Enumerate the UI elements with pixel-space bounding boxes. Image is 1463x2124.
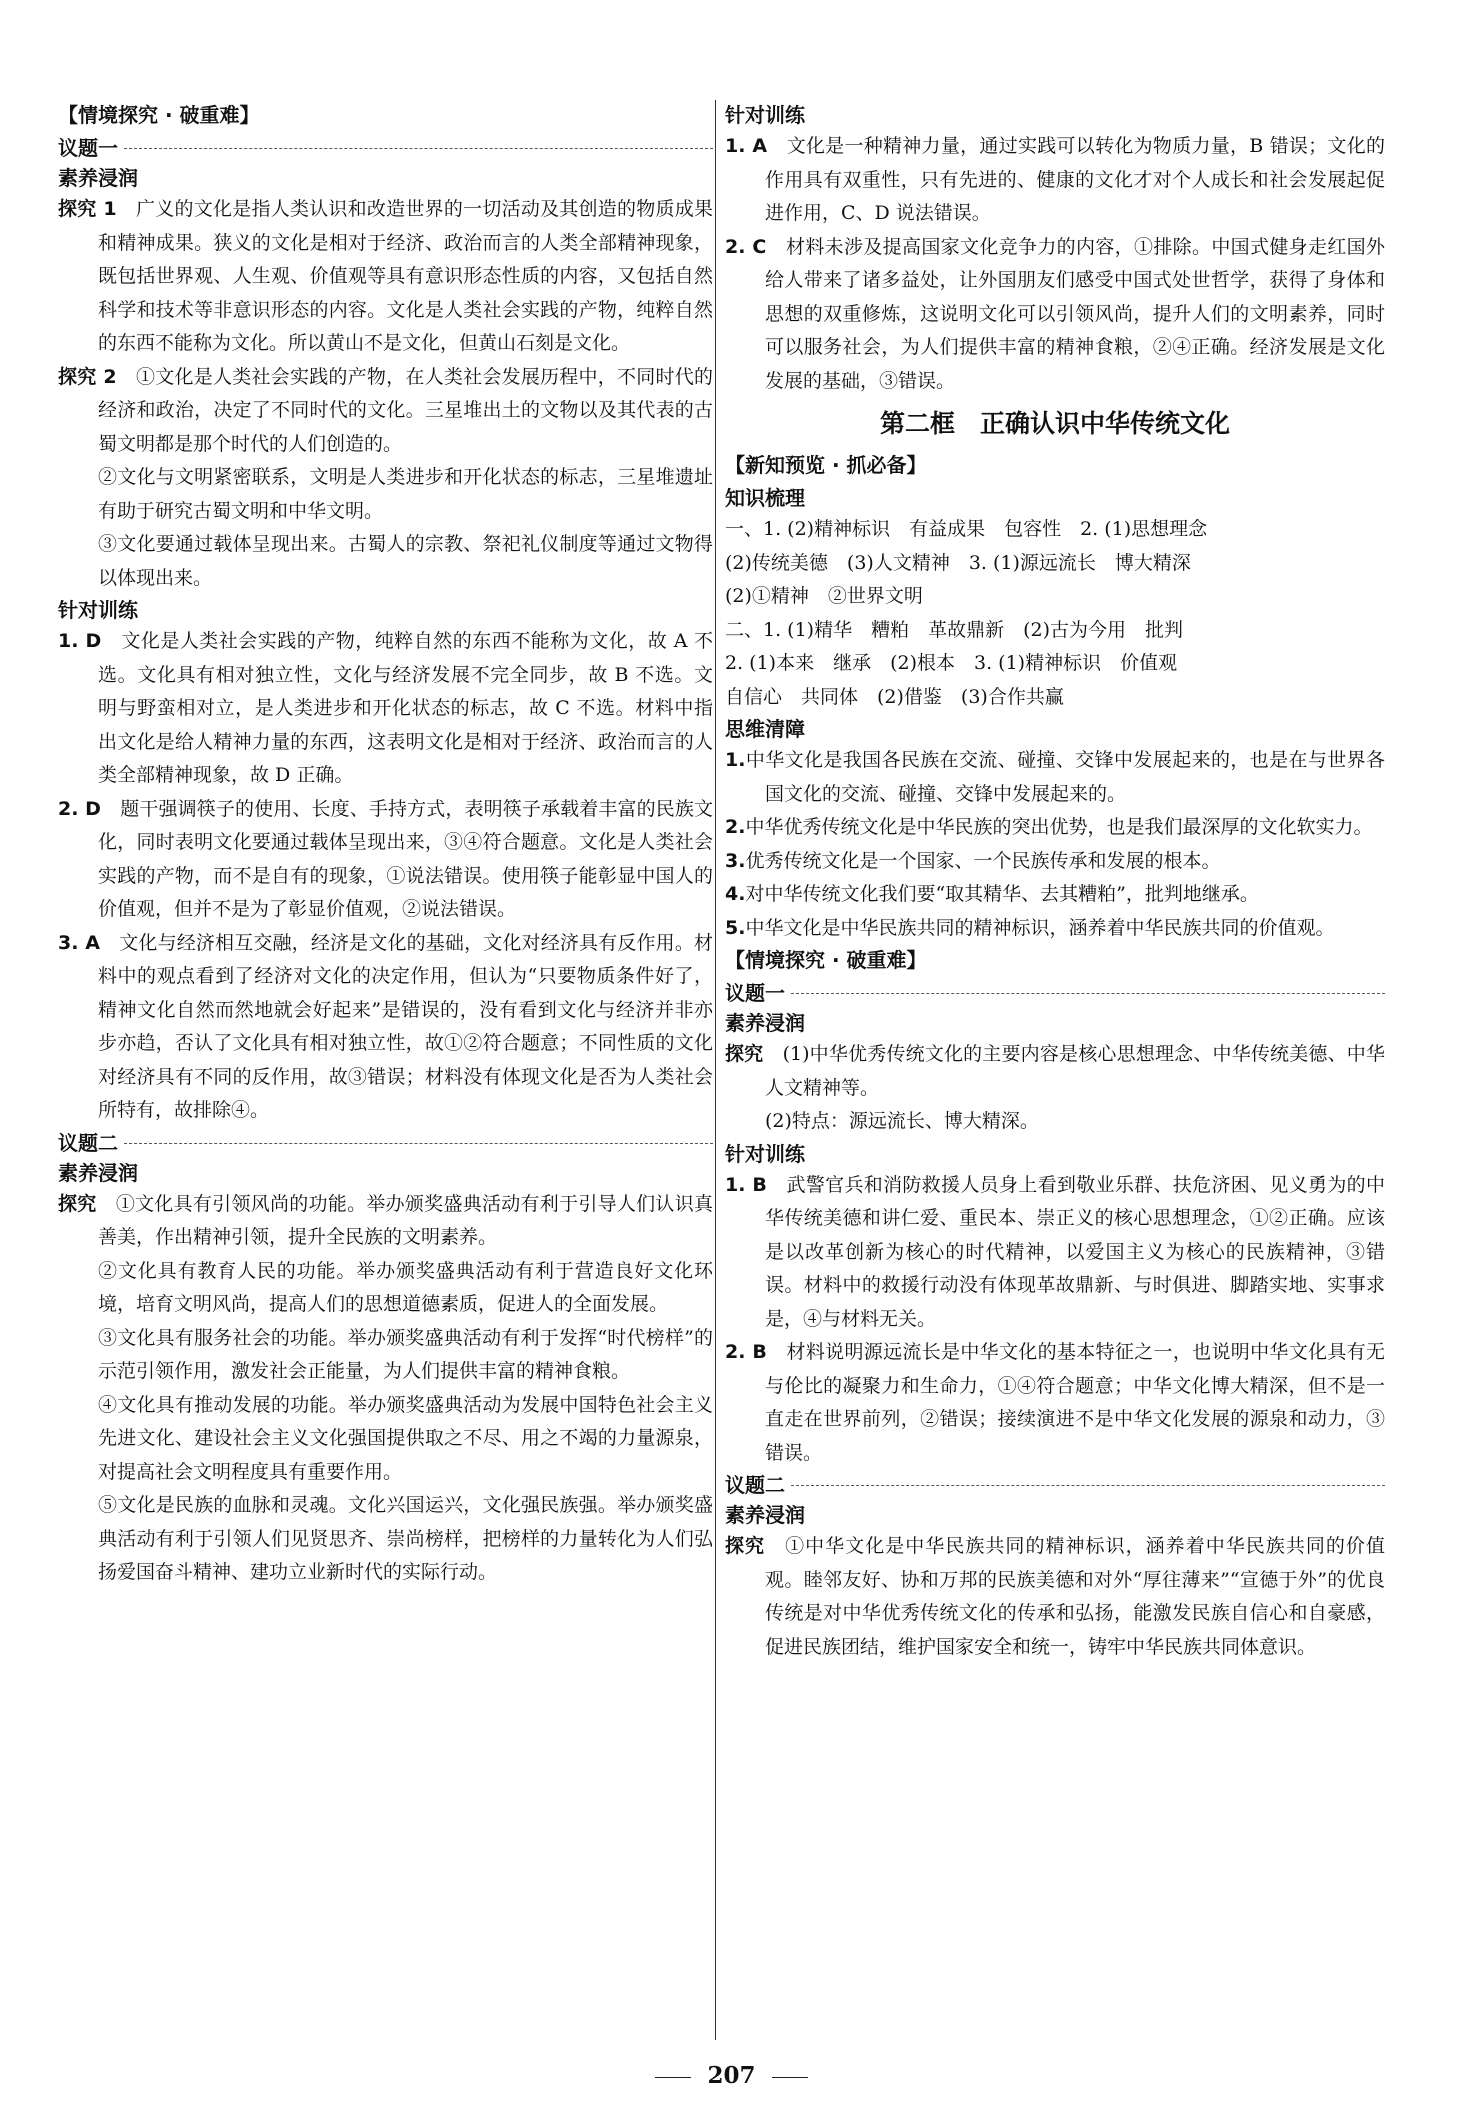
subheading: 素养浸润 bbox=[725, 1503, 805, 1527]
answer-number: 1. A bbox=[725, 135, 768, 157]
explore-paragraph: ③文化要通过载体呈现出来。古蜀人的宗教、祭祀礼仪制度等通过文物得以体现出来。 bbox=[98, 533, 713, 589]
explore-paragraph: ③文化具有服务社会的功能。举办颁奖盛典活动有利于发挥“时代榜样”的示范引领作用，激发社会正能量，为人们提供丰富的精神食粮。 bbox=[98, 1326, 713, 1382]
explore-paragraph: (2)特点：源远流长、博大精深。 bbox=[765, 1110, 1039, 1132]
answer-paragraph bbox=[725, 1169, 1385, 1337]
explore-paragraph bbox=[58, 1188, 713, 1255]
clarify-item bbox=[725, 845, 1385, 879]
page-number-text: 207 bbox=[707, 2062, 756, 2089]
subheading: 素养浸润 bbox=[58, 166, 138, 190]
answer-paragraph bbox=[725, 1336, 1385, 1470]
answer-paragraph bbox=[725, 231, 1385, 399]
topic-heading bbox=[58, 133, 713, 163]
topic-heading bbox=[58, 1128, 713, 1158]
answer-number: 1. B bbox=[725, 1173, 767, 1196]
subheading: 针对训练 bbox=[725, 1141, 805, 1166]
knowledge-line: 二、1. (1)精华 糟粕 革故鼎新 (2)古为今用 批判 bbox=[725, 618, 1183, 641]
page-dash-left bbox=[655, 2077, 691, 2078]
answer-text: 材料未涉及提高国家文化竞争力的内容，①排除。中国式健身走红国外给人带来了诸多益处，让外国朋友们感受中国式处世哲学，获得了身体和思想的双重修炼，这说明文化可以引领风尚，提升人们的文明素养，同时可以服务社会，为人们提供丰富的精神食粮，②④正确。经济发展是文化发展的基础，③错误。 bbox=[765, 235, 1385, 392]
clarify-item bbox=[725, 878, 1385, 912]
explore-label: 探究 2 bbox=[58, 365, 117, 388]
topic-label: 议题二 bbox=[725, 1473, 785, 1497]
explore-paragraph bbox=[58, 193, 713, 361]
subheading: 针对训练 bbox=[58, 598, 138, 622]
answer-paragraph bbox=[58, 927, 713, 1128]
topic-heading bbox=[725, 1470, 1385, 1500]
knowledge-line: (2)①精神 ②世界文明 bbox=[725, 585, 923, 607]
explore-paragraph: ⑤文化是民族的血脉和灵魂。文化兴国运兴，文化强民族强。举办颁奖盛典活动有利于引领人们见贤思齐、崇尚榜样，把榜样的力量转化为人们弘扬爱国奋斗精神、建功立业新时代的实际行动。 bbox=[98, 1494, 713, 1583]
frame-title: 第二框 正确认识中华传统文化 bbox=[879, 409, 1230, 438]
knowledge-line: (2)传统美德 (3)人文精神 3. (1)源远流长 博大精深 bbox=[725, 551, 1191, 574]
answer-text: 文化是一种精神力量，通过实践可以转化为物质力量，B 错误；文化的作用具有双重性，只有先进的、健康的文化才对个人成长和社会发展起促进作用，C、D 说法错误。 bbox=[765, 135, 1385, 224]
topic-label: 议题一 bbox=[725, 981, 785, 1005]
item-text: 中华文化是我国各民族在交流、碰撞、交锋中发展起来的，也是在与世界各国文化的交流、碰撞、交锋中发展起来的。 bbox=[745, 749, 1385, 805]
topic-rule bbox=[791, 1484, 1385, 1486]
explore-paragraph: ④文化具有推动发展的功能。举办颁奖盛典活动为发展中国特色社会主义先进文化、建设社会主义文化强国提供取之不尽、用之不竭的力量源泉，对提高社会文明程度具有重要作用。 bbox=[98, 1393, 713, 1483]
explore-text: 广义的文化是指人类认识和改造世界的一切活动及其创造的物质成果和精神成果。狭义的文化是相对于经济、政治而言的人类全部精神现象，既包括世界观、人生观、价值观等具有意识形态性质的内容，又包括自然科学和技术等非意识形态的内容。文化是人类社会实践的产物，纯粹自然的东西不能称为文化。所以黄山不是文化，但黄山石刻是文化。 bbox=[98, 198, 713, 354]
subheading: 素养浸润 bbox=[58, 1160, 138, 1185]
subheading: 针对训练 bbox=[725, 103, 805, 127]
explore-text: ①文化具有引领风尚的功能。举办颁奖盛典活动有利于引导人们认识真善美，作出精神引领，提升全民族的文明素养。 bbox=[98, 1192, 713, 1248]
item-number: 5. bbox=[725, 916, 746, 939]
topic-rule bbox=[124, 1142, 713, 1144]
explore-paragraph bbox=[58, 361, 713, 462]
knowledge-line: 一、1. (2)精神标识 有益成果 包容性 2. (1)思想理念 bbox=[725, 518, 1208, 540]
topic-rule bbox=[791, 992, 1385, 994]
answer-number: 2. C bbox=[725, 235, 767, 258]
answer-number: 2. B bbox=[725, 1341, 767, 1363]
explore-text: ①中华文化是中华民族共同的精神标识，涵养着中华民族共同的价值观。睦邻友好、协和万邦的民族美德和对外“厚往薄来”“宣德于外”的优良传统是对中华优秀传统文化的传承和弘扬，能激发民族自信心和自豪感，促进民族团结，维护国家安全和统一，铸牢中华民族共同体意识。 bbox=[765, 1535, 1385, 1658]
item-number: 2. bbox=[725, 816, 746, 838]
answer-paragraph bbox=[725, 130, 1385, 231]
right-column bbox=[725, 100, 1385, 1664]
subheading: 素养浸润 bbox=[725, 1011, 805, 1035]
section-heading: 【新知预览 · 抓必备】 bbox=[725, 453, 927, 477]
column-divider bbox=[715, 100, 716, 2040]
answer-text: 材料说明源远流长是中华文化的基本特征之一，也说明中华文化具有无与伦比的凝聚力和生命力，①④符合题意；中华文化博大精深，但不是一直走在世界前列，②错误；接续演进不是中华文化发展的源泉和动力，③错误。 bbox=[765, 1341, 1385, 1464]
page-dash-right bbox=[772, 2077, 808, 2078]
page-number bbox=[0, 2062, 1463, 2089]
explore-paragraph: ②文化具有教育人民的功能。举办颁奖盛典活动有利于营造良好文化环境，培育文明风尚，提高人们的思想道德素质，促进人的全面发展。 bbox=[98, 1259, 713, 1315]
clarify-item bbox=[725, 912, 1385, 946]
explore-paragraph: ②文化与文明紧密联系，文明是人类进步和开化状态的标志，三星堆遗址有助于研究古蜀文明和中华文明。 bbox=[98, 466, 713, 522]
answer-number: 1. D bbox=[58, 630, 102, 652]
clarify-item bbox=[725, 744, 1385, 811]
answer-text: 武警官兵和消防救援人员身上看到敬业乐群、扶危济困、见义勇为的中华传统美德和讲仁爱、重民本、崇正义的核心思想理念，①②正确。应该是以改革创新为核心的时代精神，以爱国主义为核心的民族精神，③错误。材料中的救援行动没有体现革故鼎新、与时俱进、脚踏实地、实事求是，④与材料无关。 bbox=[765, 1173, 1385, 1330]
explore-label: 探究 1 bbox=[58, 198, 117, 220]
item-number: 1. bbox=[725, 749, 746, 771]
item-text: 中华文化是中华民族共同的精神标识，涵养着中华民族共同的价值观。 bbox=[745, 916, 1335, 939]
explore-text: ①文化是人类社会实践的产物，在人类社会发展历程中，不同时代的经济和政治，决定了不同时代的文化。三星堆出土的文物以及其代表的古蜀文明都是那个时代的人们创造的。 bbox=[98, 365, 713, 455]
item-number: 4. bbox=[725, 883, 746, 905]
section-heading: 【情境探究 · 破重难】 bbox=[725, 948, 927, 972]
subheading: 思维清障 bbox=[725, 717, 805, 741]
subheading: 知识梳理 bbox=[725, 486, 805, 510]
answer-number: 2. D bbox=[58, 797, 101, 820]
item-number: 3. bbox=[725, 849, 746, 872]
explore-paragraph bbox=[725, 1530, 1385, 1664]
answer-text: 文化是人类社会实践的产物，纯粹自然的东西不能称为文化，故 A 不选。文化具有相对独立性，文化与经济发展不完全同步，故 B 不选。文明与野蛮相对立，是人类进步和开化状态的标志，故 C 不选。材料中指出文化是给人精神力量的东西，这表明文化是相对于经济、政治而言的人类全部精神现象，故 D 正确。 bbox=[98, 630, 713, 786]
section-heading: 【情境探究 · 破重难】 bbox=[58, 103, 260, 127]
explore-paragraph bbox=[725, 1038, 1385, 1105]
item-text: 对中华传统文化我们要“取其精华、去其糟粕”，批判地继承。 bbox=[745, 883, 1259, 905]
explore-text: (1)中华优秀传统文化的主要内容是核心思想理念、中华传统美德、中华人文精神等。 bbox=[765, 1043, 1385, 1099]
item-text: 优秀传统文化是一个国家、一个民族传承和发展的根本。 bbox=[745, 849, 1221, 872]
item-text: 中华优秀传统文化是中华民族的突出优势，也是我们最深厚的文化软实力。 bbox=[745, 816, 1373, 838]
answer-paragraph bbox=[58, 793, 713, 927]
answer-number: 3. A bbox=[58, 931, 100, 954]
clarify-item bbox=[725, 811, 1385, 845]
knowledge-line: 2. (1)本来 继承 (2)根本 3. (1)精神标识 价值观 bbox=[725, 652, 1178, 674]
answer-paragraph bbox=[58, 625, 713, 793]
topic-label: 议题一 bbox=[58, 136, 118, 160]
topic-rule bbox=[124, 147, 713, 149]
answer-text: 文化与经济相互交融，经济是文化的基础，文化对经济具有反作用。材料中的观点看到了经济对文化的决定作用，但认为“只要物质条件好了，精神文化自然而然地就会好起来”是错误的，没有看到文化与经济并非亦步亦趋，否认了文化具有相对独立性，故①②符合题意；不同性质的文化对经济具有不同的反作用，故③错误；材料没有体现文化是否为人类社会所特有，故排除④。 bbox=[98, 931, 713, 1121]
explore-label: 探究 bbox=[725, 1535, 766, 1557]
left-column bbox=[58, 100, 713, 1590]
topic-label: 议题二 bbox=[58, 1130, 118, 1155]
explore-label: 探究 bbox=[58, 1192, 97, 1215]
topic-heading bbox=[725, 978, 1385, 1008]
answer-text: 题干强调筷子的使用、长度、手持方式，表明筷子承载着丰富的民族文化，同时表明文化要通过载体呈现出来，③④符合题意。文化是人类社会实践的产物，而不是自有的现象，①说法错误。使用筷子能彰显中国人的价值观，但并不是为了彰显价值观，②说法错误。 bbox=[98, 797, 713, 920]
knowledge-line: 自信心 共同体 (2)借鉴 (3)合作共赢 bbox=[725, 685, 1064, 708]
explore-label: 探究 bbox=[725, 1043, 764, 1065]
